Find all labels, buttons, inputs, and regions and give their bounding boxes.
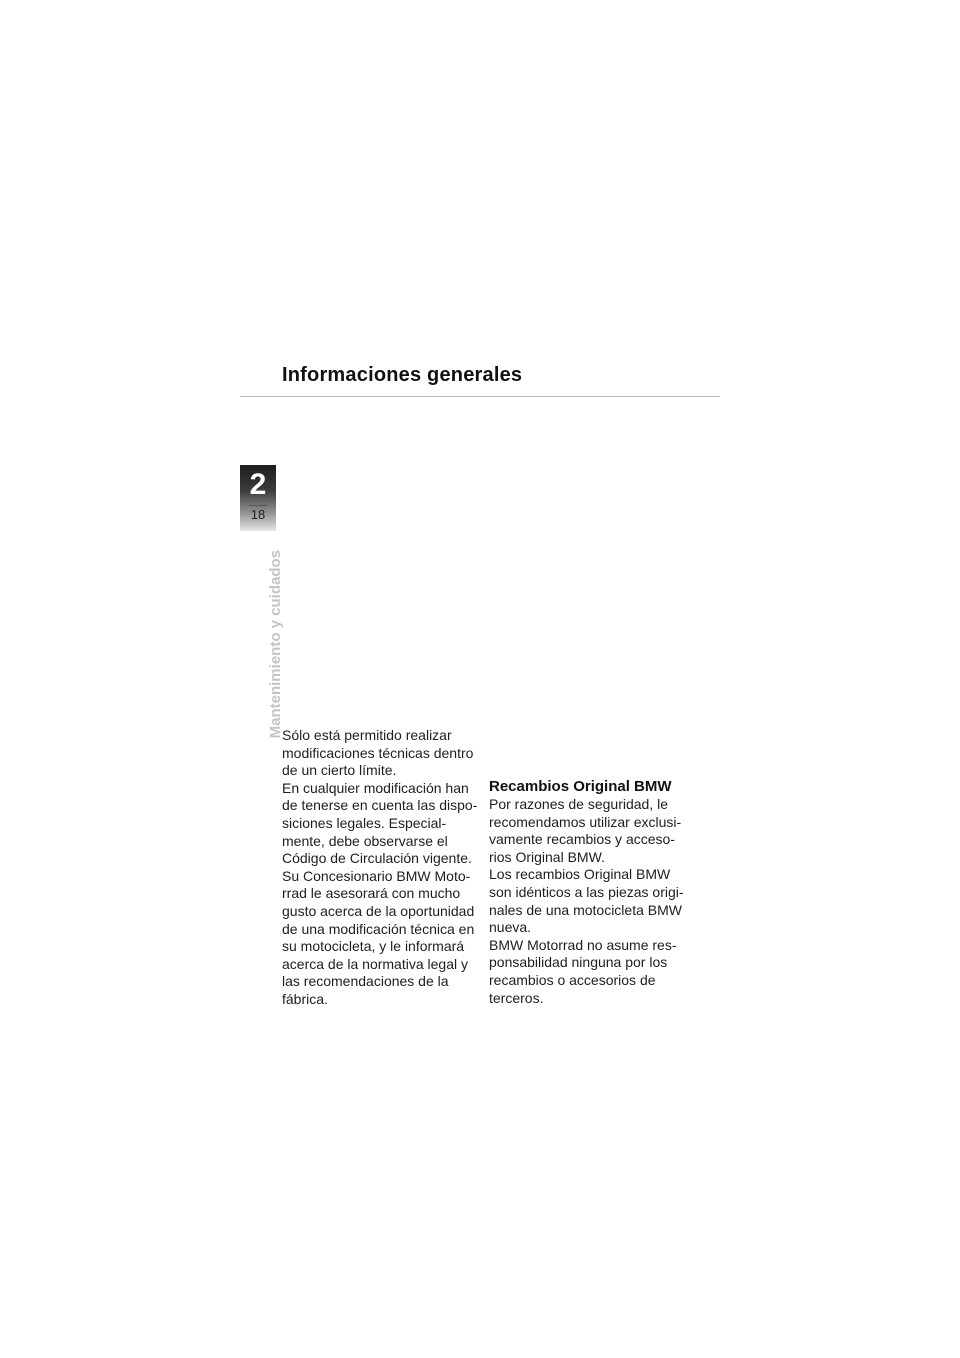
paragraph: Por razones de seguridad, le recomendamos utilizar exclusi- vamente recambios y acceso- rios Original BMW. <box>489 796 682 865</box>
section-heading: Recambios Original BMW <box>489 778 672 795</box>
chapter-side-label: Mantenimiento y cuidados <box>267 550 284 739</box>
chapter-number: 2 <box>249 468 267 501</box>
left-column <box>282 727 487 1009</box>
paragraph: Sólo está permitido realizar modificaciones técnicas dentro de un cierto límite. <box>282 727 474 779</box>
paragraph: BMW Motorrad no asume res- ponsabilidad ninguna por los recambios o accesorios de terceros. <box>489 936 677 1006</box>
chapter-divider <box>249 505 267 506</box>
paragraph: Los recambios Original BMW son idénticos a las piezas origi- nales de una motocicleta BMW nueva. <box>489 866 684 936</box>
page-title: Informaciones generales <box>282 364 523 386</box>
chapter-tab <box>240 465 276 531</box>
page-number: 18 <box>250 507 266 522</box>
title-divider <box>240 396 720 397</box>
paragraph: En cualquier modificación han de tenerse en cuenta las dispo- siciones legales. Especial- mente, debe observarse el Código de Circulación vigente. <box>282 779 478 867</box>
paragraph: Su Concesionario BMW Moto- rrad le asesorará con mucho gusto acerca de la oportunidad de una modificación técnica en su motocicleta, y le informará acerca de la normativa legal y las recomendaciones de la fábrica. <box>282 867 475 1007</box>
right-column <box>489 778 699 1007</box>
